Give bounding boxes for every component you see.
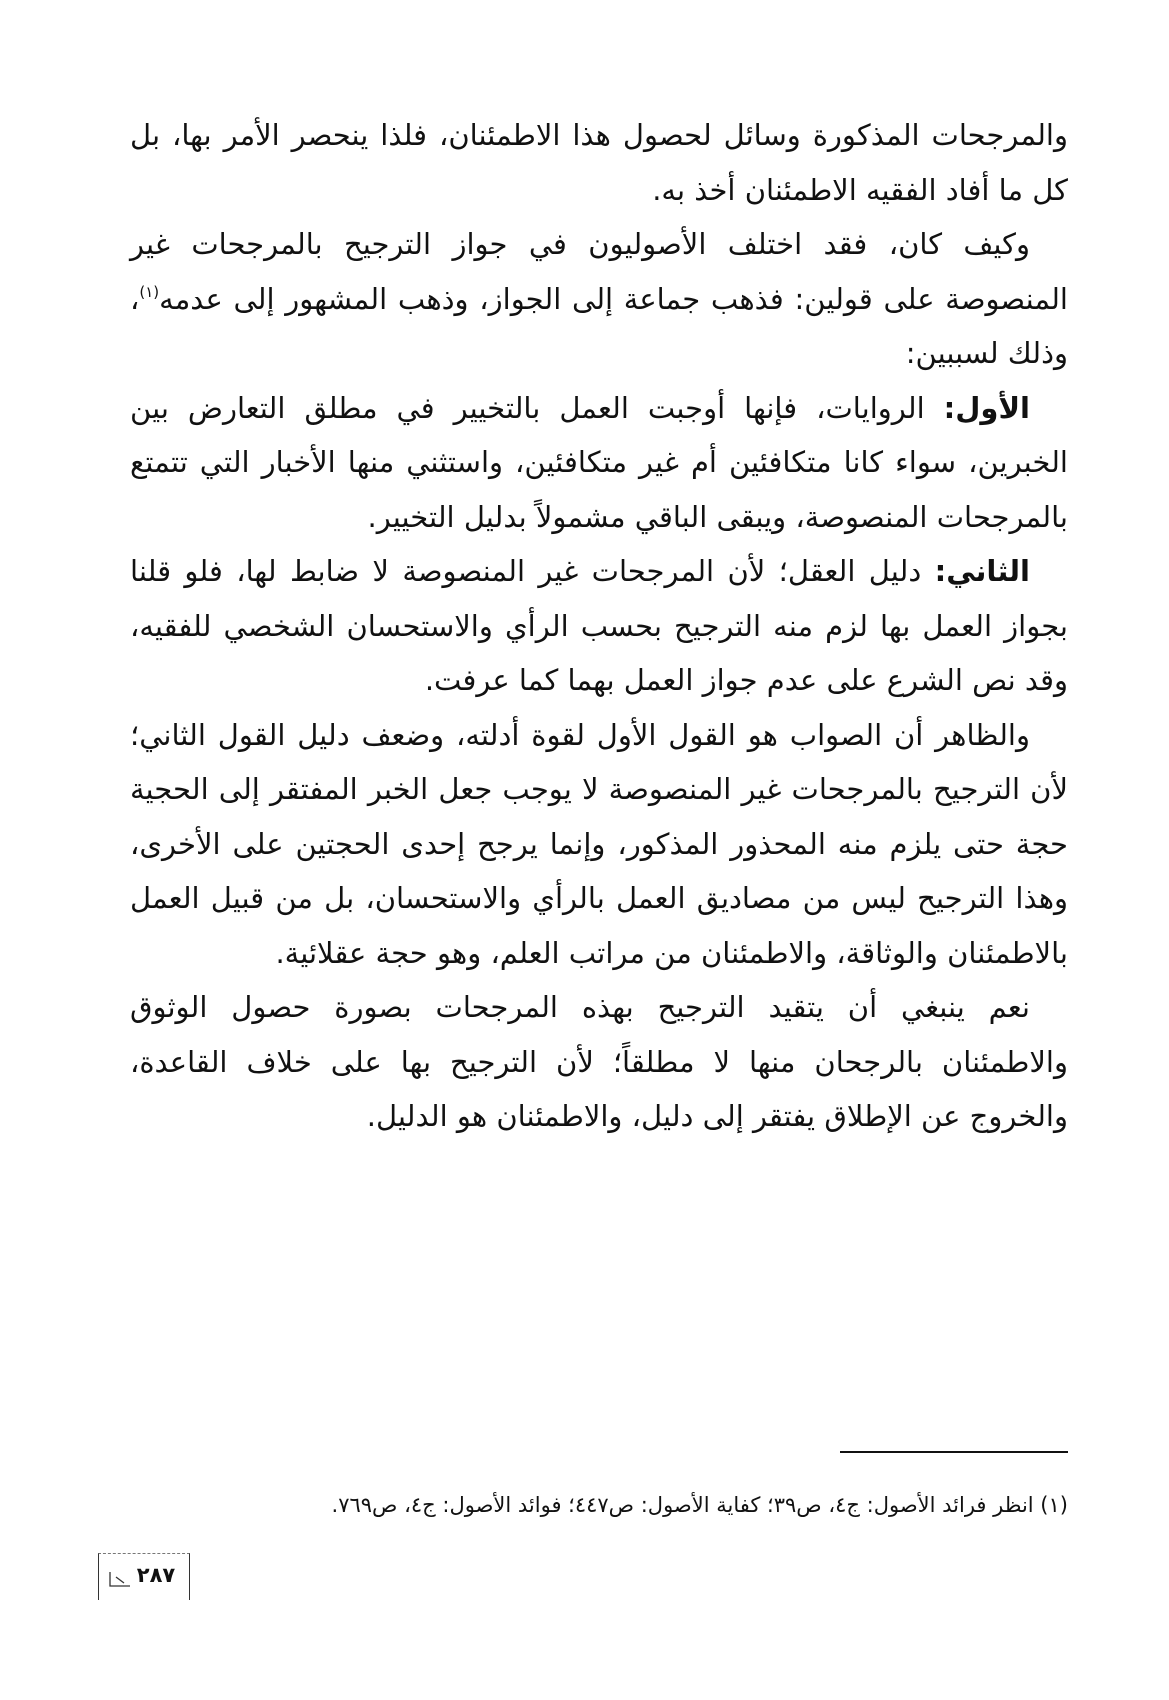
paragraph-2-tail: ، وذلك لسببين: — [130, 281, 1068, 370]
second-reason-text: دليل العقل؛ لأن المرجحات غير المنصوصة لا ضابط لها، فلو قلنا بجواز العمل بها لزم منه الترجيح بحسب الرأي والاستحسان الشخصي للفقيه، وقد نص الشرع على عدم جواز العمل بهما كما عرفت. — [130, 554, 1068, 697]
footnote-marker[interactable]: (١) — [139, 282, 160, 301]
paragraph-2-text: وكيف كان، فقد اختلف الأصوليون في جواز الترجيح بالمرجحات غير المنصوصة على قولين: فذهب جماعة إلى الجواز، وذهب المشهور إلى عدمه — [130, 227, 1068, 316]
main-text — [130, 108, 1068, 1144]
paragraph-4 — [130, 544, 1068, 708]
footnote-divider — [840, 1451, 1068, 1453]
page-number: ٢٨٧ — [136, 1563, 176, 1587]
paragraph-1: والمرجحات المذكورة وسائل لحصول هذا الاطمئنان، فلذا ينحصر الأمر بها، بل كل ما أفاد الفقيه الاطمئنان أخذ به. — [130, 118, 1068, 207]
footnote: (١) انظر فرائد الأصول: ج٤، ص٣٩؛ كفاية الأصول: ص٤٤٧؛ فوائد الأصول: ج٤، ص٧٦٩. — [331, 1493, 1068, 1517]
paragraph-5: والظاهر أن الصواب هو القول الأول لقوة أدلته، وضعف دليل القول الثاني؛ لأن الترجيح بالمرجحات غير المنصوصة لا يوجب جعل الخبر المفتقر إلى الحجية حجة حتى يلزم منه المحذور المذكور، وإنما يرجح إحدى الحجتين على الأخرى، وهذا الترجيح ليس من مصاديق العمل بالرأي والاستحسان، بل من قبيل العمل بالاطمئنان والوثاقة، والاطمئنان من مراتب العلم، وهو حجة عقلائية. — [130, 717, 1068, 970]
first-reason-label: الأول: — [943, 390, 1030, 425]
paragraph-2 — [130, 217, 1068, 381]
page-number-box — [98, 1553, 190, 1601]
first-reason-text: الروايات، فإنها أوجبت العمل بالتخيير في مطلق التعارض بين الخبرين، سواء كانا متكافئين أم غير متكافئين، واستثني منها الأخبار التي تتمتع بالمرجحات المنصوصة، ويبقى الباقي مشمولاً بدليل التخيير. — [130, 390, 1068, 534]
second-reason-label: الثاني: — [934, 554, 1030, 588]
paragraph-3 — [130, 381, 1068, 545]
paragraph-6: نعم ينبغي أن يتقيد الترجيح بهذه المرجحات بصورة حصول الوثوق والاطمئنان بالرجحان منها لا مطلقاً؛ لأن الترجيح بها على خلاف القاعدة، والخروج عن الإطلاق يفتقر إلى دليل، والاطمئنان هو الدليل. — [130, 990, 1068, 1133]
